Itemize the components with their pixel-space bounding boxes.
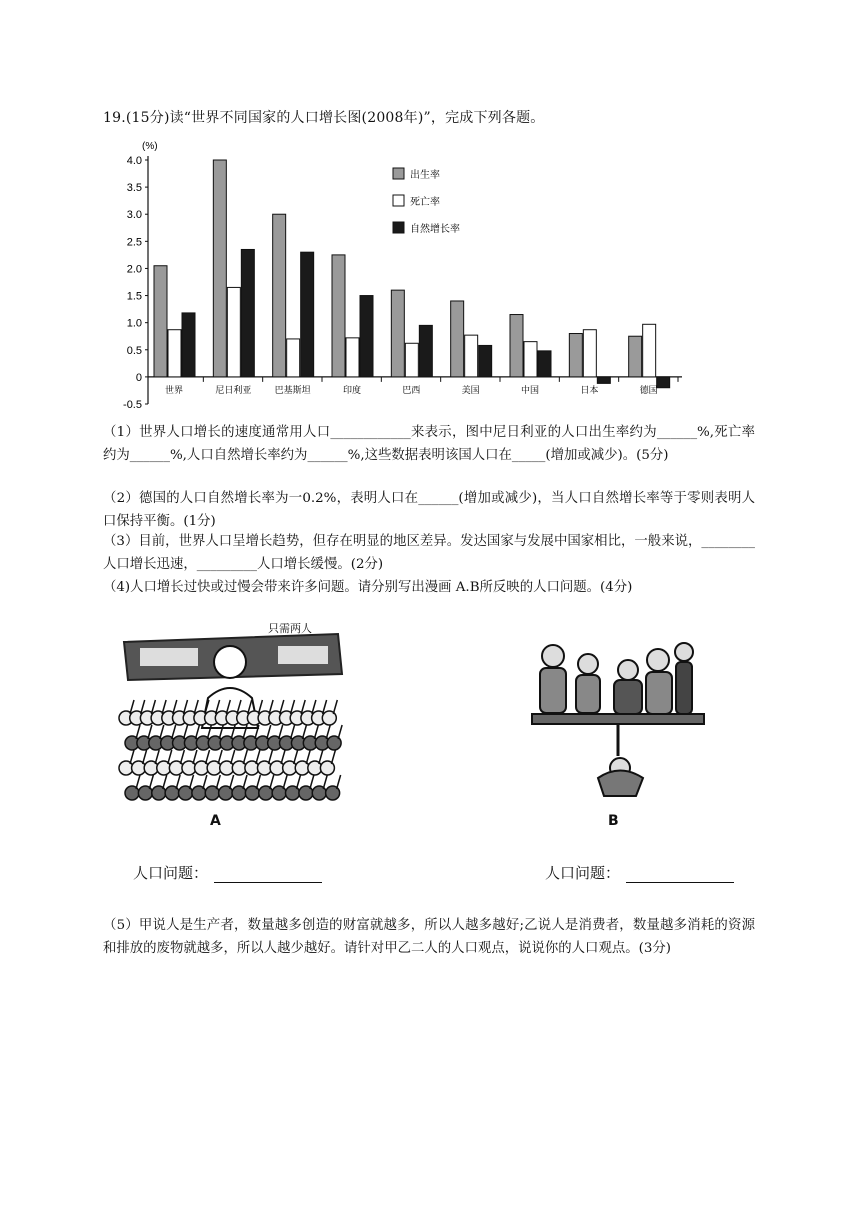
crowd-raised-arm xyxy=(163,775,167,789)
crowd-raised-arm xyxy=(231,750,235,764)
cartoon-b-answer-blank[interactable] xyxy=(626,866,734,883)
crowd-raised-arm xyxy=(136,775,140,789)
crowd-raised-arm xyxy=(297,775,301,789)
bar-自然增长率-世界 xyxy=(182,313,195,377)
y-tick-label: 2.0 xyxy=(126,263,142,276)
y-axis-unit: (%) xyxy=(142,141,158,152)
bar-自然增长率-德国 xyxy=(657,377,670,388)
crowd-raised-arm xyxy=(230,775,234,789)
y-tick-label: 2.5 xyxy=(126,236,142,249)
crowd-raised-arm xyxy=(333,700,337,714)
crowd-raised-arm xyxy=(130,750,134,764)
crowd-raised-arm xyxy=(149,775,153,789)
question-part-5: （5）甲说人是生产者，数量越多创造的财富就越多，所以人越多越好;乙说人是消费者，数量越多消耗的资源和排放的废物就越多，所以人越少越好。请针对甲乙二人的人口观点，说说你的人口观点。(3分) xyxy=(103,918,755,956)
y-tick-label: 1.0 xyxy=(126,317,142,330)
crowd-raised-arm xyxy=(218,750,222,764)
category-label: 巴基斯坦 xyxy=(274,385,311,396)
crowd-raised-arm xyxy=(216,775,220,789)
crowd-raised-arm xyxy=(319,750,323,764)
crowd-raised-arm xyxy=(168,750,172,764)
bar-死亡率-中国 xyxy=(524,342,537,377)
bar-死亡率-印度 xyxy=(346,338,359,377)
bar-自然增长率-印度 xyxy=(360,296,373,377)
legend-swatch xyxy=(393,168,404,179)
crowd-raised-arm xyxy=(206,750,210,764)
crowd-raised-arm xyxy=(176,775,180,789)
crowd-raised-arm xyxy=(337,775,341,789)
category-label: 美国 xyxy=(461,385,480,396)
category-label: 日本 xyxy=(580,385,599,396)
crowd-raised-arm xyxy=(323,775,327,789)
legend-swatch xyxy=(393,195,404,206)
question-part-4: （4)人口增长过快或过慢会带来许多问题。请分别写出漫画 A.B所反映的人口问题。(4分) xyxy=(103,580,633,595)
crowd-raised-arm xyxy=(243,750,247,764)
crowd-raised-arm xyxy=(256,750,260,764)
y-tick-label: 3.0 xyxy=(126,209,142,222)
cartoon-b-answer xyxy=(545,862,734,883)
category-label: 德国 xyxy=(639,385,658,396)
bar-出生率-印度 xyxy=(332,255,345,377)
crowd-raised-arm xyxy=(331,750,335,764)
bar-出生率-尼日利亚 xyxy=(213,160,226,377)
y-tick-label: 4.0 xyxy=(126,155,142,167)
crowd-raised-arm xyxy=(338,725,342,739)
bar-死亡率-巴西 xyxy=(405,343,418,377)
crowd-raised-arm xyxy=(310,775,314,789)
bar-出生率-巴基斯坦 xyxy=(273,214,286,377)
cartoon-b-aging-image xyxy=(528,628,708,828)
category-label: 中国 xyxy=(520,385,540,396)
crowd-raised-arm xyxy=(256,775,260,789)
crowd-raised-arm xyxy=(268,750,272,764)
cartoon-a-crowd-image xyxy=(118,618,348,828)
question-title: 19.(15分)读“世界不同国家的人口增长图(2008年)”，完成下列各题。 xyxy=(103,110,545,126)
question-part-2: （2）德国的人口自然增长率为一0.2%，表明人口在______(增加或减少)，当人口自然增长率等于零则表明人口保持平衡。(1分) xyxy=(103,491,755,529)
y-tick-label: 1.5 xyxy=(126,290,142,303)
bar-死亡率-巴基斯坦 xyxy=(287,339,300,377)
crowd-raised-arm xyxy=(306,750,310,764)
cartoon-a-banner-text: 只需两人 xyxy=(268,623,312,635)
crowd-raised-arm xyxy=(283,775,287,789)
cartoon-a-label: A xyxy=(210,813,221,829)
category-label: 尼日利亚 xyxy=(215,385,252,396)
category-label: 巴西 xyxy=(402,385,421,396)
crowd-raised-arm xyxy=(270,775,274,789)
crowd-raised-arm xyxy=(143,750,147,764)
cartoon-a-answer-blank[interactable] xyxy=(214,866,322,883)
crowd-raised-arm xyxy=(190,775,194,789)
bar-出生率-日本 xyxy=(569,334,582,377)
cartoon-b-label: B xyxy=(608,813,619,829)
crowd-raised-arm xyxy=(180,750,184,764)
question-part-1: （1）世界人口增长的速度通常用人口____________来表示，图中尼日利亚的人口出生率约为______%,死亡率约为______%,人口自然增长率约为______%,这些数据表明该国人口在_____(增加或减少)。(5分) xyxy=(103,425,755,463)
bar-死亡率-尼日利亚 xyxy=(227,287,240,376)
bar-死亡率-德国 xyxy=(643,324,656,377)
bar-死亡率-世界 xyxy=(168,330,181,377)
legend-swatch xyxy=(393,222,404,233)
bar-自然增长率-尼日利亚 xyxy=(241,249,254,376)
bar-自然增长率-美国 xyxy=(479,345,492,376)
y-tick-label: -0.5 xyxy=(123,399,142,411)
crowd-raised-arm xyxy=(281,750,285,764)
legend-label: 出生率 xyxy=(410,170,440,181)
bar-自然增长率-中国 xyxy=(538,351,551,377)
y-tick-label: 0 xyxy=(135,371,142,384)
y-tick-label: 0.5 xyxy=(126,344,142,357)
bar-自然增长率-巴基斯坦 xyxy=(301,252,314,377)
bar-死亡率-美国 xyxy=(465,335,478,377)
bar-出生率-美国 xyxy=(451,301,464,377)
bar-出生率-世界 xyxy=(154,266,167,377)
bar-自然增长率-日本 xyxy=(597,377,610,384)
crowd-raised-arm xyxy=(294,750,298,764)
bar-出生率-中国 xyxy=(510,315,523,377)
category-label: 印度 xyxy=(342,385,362,396)
crowd-raised-arm xyxy=(193,750,197,764)
bar-出生率-巴西 xyxy=(391,290,404,377)
crowd-raised-arm xyxy=(155,750,159,764)
legend-label: 自然增长率 xyxy=(410,224,460,235)
bar-出生率-德国 xyxy=(629,336,642,377)
y-tick-label: 3.5 xyxy=(126,182,142,195)
cartoon-a-answer xyxy=(133,862,322,883)
bar-死亡率-日本 xyxy=(583,330,596,377)
crowd-raised-arm xyxy=(243,775,247,789)
legend-label: 死亡率 xyxy=(410,197,440,208)
crowd-raised-arm xyxy=(203,775,207,789)
bar-自然增长率-巴西 xyxy=(419,325,432,377)
population-growth-chart xyxy=(110,138,690,413)
cartoon-b-question-label: 人口问题： xyxy=(545,864,621,882)
question-part-3: （3）目前，世界人口呈增长趋势，但存在明显的地区差异。发达国家与发展中国家相比，一般来说，________人口增长迅速，_________人口增长缓慢。(2分) xyxy=(103,534,755,572)
cartoon-a-question-label: 人口问题： xyxy=(133,864,209,882)
category-label: 世界 xyxy=(164,385,184,396)
